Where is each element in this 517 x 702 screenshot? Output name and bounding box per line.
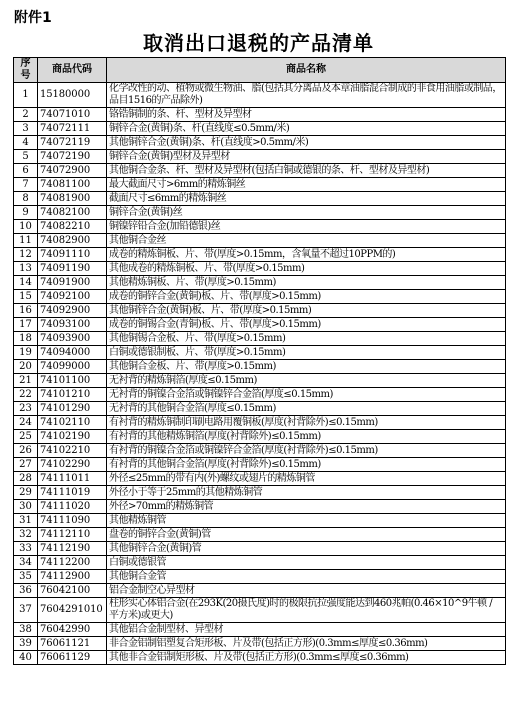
row-seq: 11: [14, 234, 38, 248]
row-seq: 37: [14, 598, 38, 623]
row-name: 其他铜合金丝: [107, 234, 506, 248]
row-name: 有衬背的精炼铜制印刷电路用覆铜板(厚度(衬背除外)≤0.15mm): [107, 416, 506, 430]
table-row: [14, 528, 506, 542]
row-name: 无衬背的其他铜合金箔(厚度≤0.15mm): [107, 402, 506, 416]
row-seq: 35: [14, 570, 38, 584]
row-seq: 39: [14, 637, 38, 651]
table-row: [14, 430, 506, 444]
row-name: 成卷的铜锌合金(黄铜)板、片、带(厚度>0.15mm): [107, 290, 506, 304]
row-name: 白铜或德银管: [107, 556, 506, 570]
row-seq: 34: [14, 556, 38, 570]
table-row: [14, 500, 506, 514]
row-code: 74099000: [38, 360, 107, 374]
row-name: 其他铜合金管: [107, 570, 506, 584]
table-body: [14, 83, 506, 665]
row-name: 其他铜合金板、片、带(厚度>0.15mm): [107, 360, 506, 374]
row-name: 成卷的精炼铜板、片、带(厚度>0.15mm，含氧量不超过10PPM的): [107, 248, 506, 262]
row-seq: 5: [14, 150, 38, 164]
row-name: 铜锌合金(黄铜)条、杆(直线度≤0.5mm/米): [107, 122, 506, 136]
row-code: 74082210: [38, 220, 107, 234]
row-name: 外径≤25mm的带有内(外)螺纹或翅片的精炼铜管: [107, 472, 506, 486]
row-code: 74081100: [38, 178, 107, 192]
row-code: 7604291010: [38, 598, 107, 623]
row-code: 74072900: [38, 164, 107, 178]
row-seq: 1: [14, 83, 38, 108]
table-row: [14, 164, 506, 178]
row-seq: 9: [14, 206, 38, 220]
row-name: 其他铜合金条、杆、型材及异型材(包括白铜或德银的条、杆、型材及异型材): [107, 164, 506, 178]
row-name: 铜锌合金(黄铜)丝: [107, 206, 506, 220]
row-seq: 33: [14, 542, 38, 556]
table-row: [14, 206, 506, 220]
row-seq: 13: [14, 262, 38, 276]
row-name: 其他铜锡合金板、片、带(厚度>0.15mm): [107, 332, 506, 346]
row-name: 最大截面尺寸>6mm的精炼铜丝: [107, 178, 506, 192]
row-name: 成卷的铜锡合金(青铜)板、片、带(厚度>0.15mm): [107, 318, 506, 332]
row-seq: 31: [14, 514, 38, 528]
row-code: 74094000: [38, 346, 107, 360]
table-row: [14, 388, 506, 402]
row-code: 74112900: [38, 570, 107, 584]
row-code: 74112200: [38, 556, 107, 570]
row-name: 无衬背的铜镍合金箔或铜镍锌合金箔(厚度≤0.15mm): [107, 388, 506, 402]
row-code: 74111090: [38, 514, 107, 528]
row-name: 其他铝合金制型材、异型材: [107, 623, 506, 637]
row-name: 其他铜锌合金(黄铜)管: [107, 542, 506, 556]
row-name: 其他精炼铜板、片、带(厚度>0.15mm): [107, 276, 506, 290]
table-row: [14, 458, 506, 472]
row-name: 铝合金制空心异型材: [107, 584, 506, 598]
table-row: [14, 556, 506, 570]
row-seq: 2: [14, 108, 38, 122]
row-code: 74102290: [38, 458, 107, 472]
table-row: [14, 444, 506, 458]
row-code: 74092100: [38, 290, 107, 304]
row-seq: 18: [14, 332, 38, 346]
row-seq: 27: [14, 458, 38, 472]
row-seq: 25: [14, 430, 38, 444]
row-code: 74112110: [38, 528, 107, 542]
row-seq: 8: [14, 192, 38, 206]
row-code: 76061129: [38, 651, 107, 665]
table-row: [14, 220, 506, 234]
row-code: 74071010: [38, 108, 107, 122]
header-code: 商品代码: [38, 58, 107, 83]
row-code: 74111020: [38, 500, 107, 514]
table-row: [14, 402, 506, 416]
row-seq: 40: [14, 651, 38, 665]
row-code: 74092900: [38, 304, 107, 318]
row-name: 有衬背的铜镍合金箔或铜镍锌合金箔(厚度(衬背除外)≤0.15mm): [107, 444, 506, 458]
table-row: [14, 651, 506, 665]
attachment-label: 附件1: [14, 10, 52, 26]
table-row: [14, 472, 506, 486]
row-name: 柱形实心体铝合金(在293K(20摄氏度)时的极限抗拉强度能达到460兆帕(0.46×10^9牛顿 / 平方米)或更大): [107, 598, 506, 623]
row-name: 铬锆铜制的条、杆、型材及异型材: [107, 108, 506, 122]
header-seq: 序号: [14, 58, 38, 83]
table-row: [14, 570, 506, 584]
row-code: 74091190: [38, 262, 107, 276]
row-code: 74101290: [38, 402, 107, 416]
table-row: [14, 486, 506, 500]
table-row: [14, 150, 506, 164]
row-seq: 16: [14, 304, 38, 318]
table-row: [14, 346, 506, 360]
row-seq: 36: [14, 584, 38, 598]
table-row: [14, 108, 506, 122]
table-row: [14, 332, 506, 346]
row-code: 74091110: [38, 248, 107, 262]
row-seq: 32: [14, 528, 38, 542]
row-seq: 19: [14, 346, 38, 360]
table-row: [14, 318, 506, 332]
row-code: 74101210: [38, 388, 107, 402]
row-code: 74093900: [38, 332, 107, 346]
page-title: 取消出口退税的产品清单: [143, 31, 374, 55]
row-code: 76042990: [38, 623, 107, 637]
row-seq: 22: [14, 388, 38, 402]
row-code: 74072119: [38, 136, 107, 150]
row-code: 76061121: [38, 637, 107, 651]
table-row: [14, 416, 506, 430]
row-seq: 26: [14, 444, 38, 458]
table-header-row: [14, 58, 506, 83]
row-name: 有衬背的其他铜合金箔(厚度(衬背除外)≤0.15mm): [107, 458, 506, 472]
row-name: 无衬背的精炼铜箔(厚度≤0.15mm): [107, 374, 506, 388]
row-code: 74102190: [38, 430, 107, 444]
row-code: 74102110: [38, 416, 107, 430]
table-row: [14, 584, 506, 598]
row-code: 74091900: [38, 276, 107, 290]
table-row: [14, 514, 506, 528]
table-row: [14, 122, 506, 136]
row-name: 铜镍锌铅合金(加铅德银)丝: [107, 220, 506, 234]
product-table: [13, 57, 506, 665]
header-name: 商品名称: [107, 58, 506, 83]
table-row: [14, 598, 506, 623]
row-code: 74111011: [38, 472, 107, 486]
row-name: 化学改性的动、植物或微生物油、脂(包括其分离品及本章油脂混合制成的非食用油脂或制品，品目1516的产品除外): [107, 83, 506, 108]
row-seq: 4: [14, 136, 38, 150]
table-row: [14, 178, 506, 192]
row-seq: 20: [14, 360, 38, 374]
table-row: [14, 276, 506, 290]
row-name: 其他精炼铜管: [107, 514, 506, 528]
row-name: 非合金铝制铝塑复合矩形板、片及带(包括正方形)(0.3mm≤厚度≤0.36mm): [107, 637, 506, 651]
row-code: 74111019: [38, 486, 107, 500]
row-code: 74072190: [38, 150, 107, 164]
table-row: [14, 542, 506, 556]
row-seq: 10: [14, 220, 38, 234]
row-name: 白铜或德银制板、片、带(厚度>0.15mm): [107, 346, 506, 360]
row-seq: 3: [14, 122, 38, 136]
table-row: [14, 248, 506, 262]
row-code: 74081900: [38, 192, 107, 206]
row-seq: 14: [14, 276, 38, 290]
table-row: [14, 234, 506, 248]
row-seq: 23: [14, 402, 38, 416]
row-name: 铜锌合金(黄铜)型材及异型材: [107, 150, 506, 164]
row-seq: 30: [14, 500, 38, 514]
table-row: [14, 262, 506, 276]
row-code: 76042100: [38, 584, 107, 598]
table-row: [14, 192, 506, 206]
row-name: 有衬背的其他精炼铜箔(厚度(衬背除外)≤0.15mm): [107, 430, 506, 444]
row-code: 74072111: [38, 122, 107, 136]
row-name: 其他成卷的精炼铜板、片、带(厚度>0.15mm): [107, 262, 506, 276]
row-seq: 12: [14, 248, 38, 262]
row-name: 外径小于等于25mm的其他精炼铜管: [107, 486, 506, 500]
table-row: [14, 374, 506, 388]
table-row: [14, 304, 506, 318]
row-code: 74082900: [38, 234, 107, 248]
row-name: 盘卷的铜锌合金(黄铜)管: [107, 528, 506, 542]
row-code: 74102210: [38, 444, 107, 458]
table-row: [14, 360, 506, 374]
row-name: 其他非合金铝制矩形板、片及带(包括正方形)(0.3mm≤厚度≤0.36mm): [107, 651, 506, 665]
row-code: 74112190: [38, 542, 107, 556]
row-name: 其他铜锌合金(黄铜)板、片、带(厚度>0.15mm): [107, 304, 506, 318]
row-seq: 38: [14, 623, 38, 637]
row-name: 其他铜锌合金(黄铜)条、杆(直线度>0.5mm/米): [107, 136, 506, 150]
table-row: [14, 83, 506, 108]
row-seq: 15: [14, 290, 38, 304]
row-seq: 17: [14, 318, 38, 332]
row-code: 15180000: [38, 83, 107, 108]
table-row: [14, 623, 506, 637]
table-row: [14, 136, 506, 150]
row-seq: 6: [14, 164, 38, 178]
row-seq: 29: [14, 486, 38, 500]
table-row: [14, 290, 506, 304]
row-name: 截面尺寸≤6mm的精炼铜丝: [107, 192, 506, 206]
row-seq: 28: [14, 472, 38, 486]
row-code: 74093100: [38, 318, 107, 332]
row-seq: 21: [14, 374, 38, 388]
row-code: 74101100: [38, 374, 107, 388]
row-code: 74082100: [38, 206, 107, 220]
row-seq: 24: [14, 416, 38, 430]
row-name: 外径>70mm的精炼铜管: [107, 500, 506, 514]
table-row: [14, 637, 506, 651]
row-seq: 7: [14, 178, 38, 192]
